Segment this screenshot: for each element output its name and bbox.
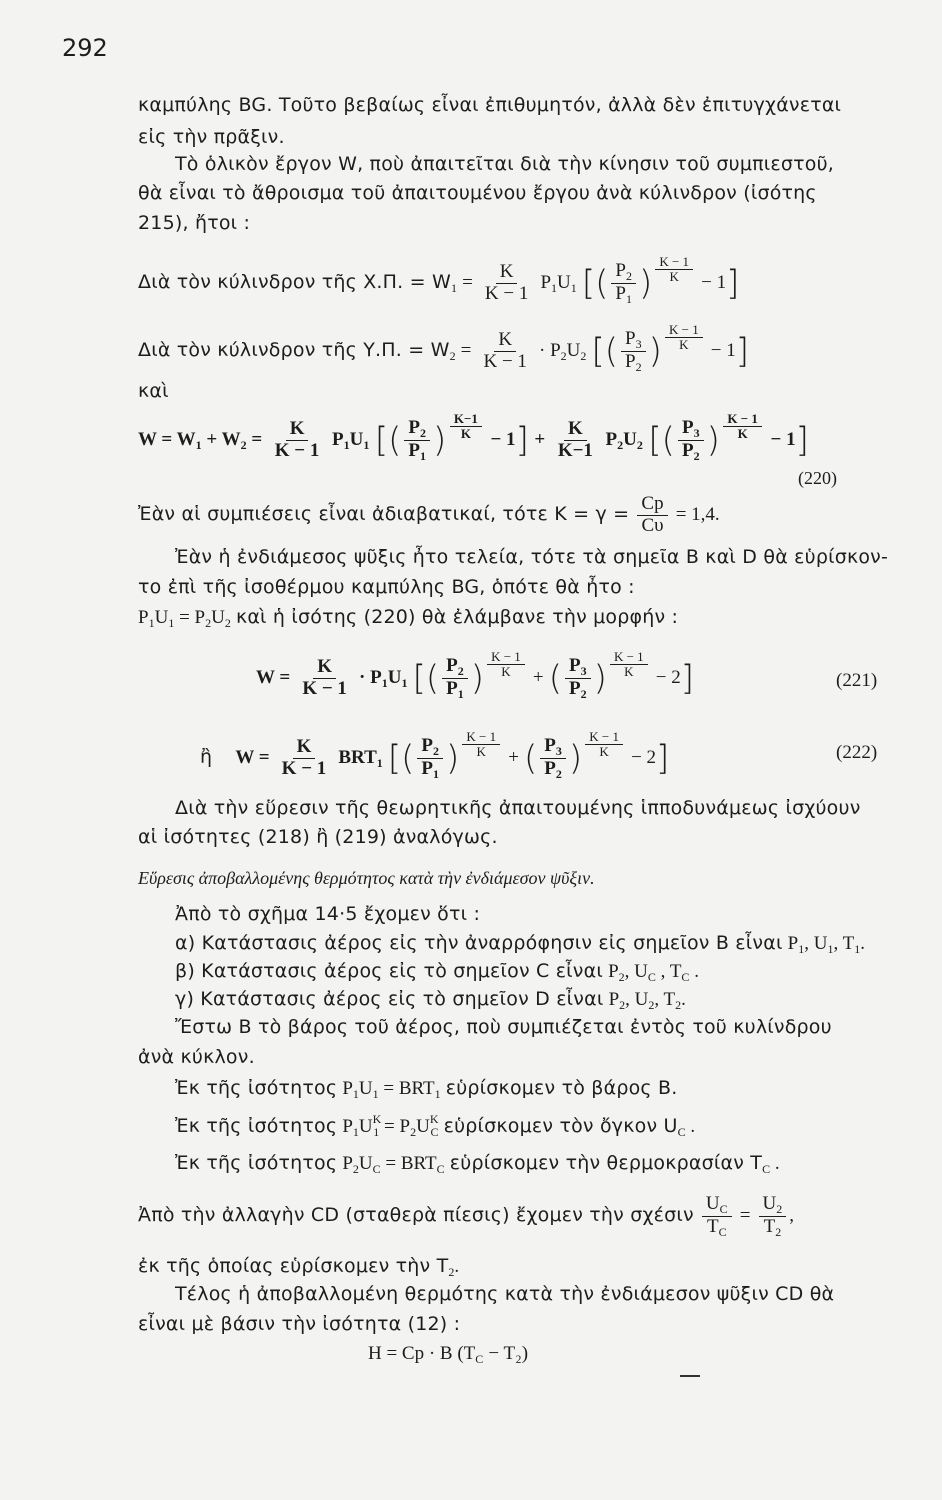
equation-222: ἢ W = $\frac{K}{K - 1}$ $BRT_1$ [( $\frac{P_2}{P_1}$ ) $\frac{K - 1}{K}$ + ( $\frac{P_3}{P_2}$ ) $\frac{K - 1}{K}$ − 2] [200,729,670,781]
text-line: ἐκ τῆς ὁποίας εὑρίσκομεν τὴν T [138,1255,449,1277]
equation-label: Διὰ τὸν κύλινδρον τῆς Υ.Π. = W [138,339,450,361]
text-line: Ἐκ τῆς ἰσότητος [175,1152,338,1174]
text-line: Ἀπὸ τὴν ἀλλαγὴν CD (σταθερὰ πίεσις) ἔχομεν τὴν σχέσιν [138,1204,694,1227]
page-number: 292 [62,34,108,62]
text-line: Ἔστω B τὸ βάρος τοῦ ἀέρος, ποὺ συμπιέζεται ἐντὸς τοῦ κυλίνδρου [175,1016,832,1038]
list-item: γ) Κατάστασις ἀέρος εἰς τὸ σημεῖον D εἶναι $P_2$, $U_2$, $T_2$. [175,988,686,1012]
cv-symbol: Cυ [641,514,664,536]
text-line: γ) Κατάστασις ἀέρος εἰς τὸ σημεῖον D εἶναι [175,988,604,1010]
text-line: Ἀπὸ τὴν ἀλλαγὴν CD (σταθερὰ πίεσις) ἔχομεν τὴν σχέσιν $\frac{U_C}{T_C}$ = $\frac{U_2}{T_2}$ , [138,1193,795,1240]
text-line: καὶ [138,380,169,402]
text-line: καὶ ἡ ἰσότης (220) θὰ ἐλάμβανε τὴν μορφήν : [235,606,679,628]
text-line: 215), ἤτοι : [138,212,251,234]
equation-221: W = $\frac{K}{K - 1}$ · $P_1U_1$ [( $\frac{P_2}{P_1}$ ) $\frac{K - 1}{K}$ + ( $\frac{P_3}{P_2}$ ) $\frac{K - 1}{K}$ − 2] [256,649,694,701]
text-line: ἢ [200,746,213,768]
text-line: θὰ εἶναι τὸ ἄθροισμα τοῦ ἀπαιτουμένου ἔργου ἀνὰ κύλινδρον (ἰσότης [138,182,817,204]
text-line: α) Κατάστασις ἀέρος εἰς τὴν ἀναρρόφησιν εἰς σημεῖον B εἶναι [175,932,783,954]
equation-number: (222) [836,742,878,763]
text-line: εὑρίσκομεν τὸν ὄγκον U [443,1115,678,1137]
text-line: Ἐὰν ἡ ἐνδιάμεσος ψῦξις ἦτο τελεία, τότε τὰ σημεῖα B καὶ D θὰ εὑρίσκον- [175,546,889,568]
text-line: Ἐκ τῆς ἰσότητος $P_2U_C = BRT_C$ εὑρίσκομεν τὴν θερμοκρασίαν $T_C$ . [175,1152,780,1176]
equation-label: Διὰ τὸν κύλινδρον τῆς Χ.Π. = W [138,271,451,293]
adiabatic-line [138,494,720,537]
final-equation: H = Cp · B $(T_C - T_2)$ [368,1343,529,1366]
text-line: ἐκ τῆς ὁποίας εὑρίσκομεν τὴν $T_2$. [138,1255,460,1279]
smudge-mark [680,1375,700,1377]
adiabatic-value: = 1,4. [675,503,720,525]
text-line: καμπύλης BG. Τοῦτο βεβαίως εἶναι ἐπιθυμητόν, ἀλλὰ δὲν ἐπιτυγχάνεται [138,94,842,116]
text-line: $P_1U_1 = P_2U_2$ καὶ ἡ ἰσότης (220) θὰ ἐλάμβανε τὴν μορφήν : [138,606,679,630]
text-line: Ἐκ τῆς ἰσότητος $P_1U_1 = BRT_1$ εὑρίσκομεν τὸ βάρος B. [175,1077,678,1101]
text-line: Τέλος ἡ ἀποβαλλομένη θερμότης κατὰ τὴν ἐνδιάμεσον ψῦξιν CD θὰ [175,1283,835,1305]
text-line: Ἐκ τῆς ἰσότητος [175,1115,338,1137]
equation-w1: Διὰ τὸν κύλινδρον τῆς Χ.Π. = $W_1$ = $\frac{K}{K - 1}$ $P_1U_1$ [( $\frac{P_2}{P_1}$ ) $\frac{K - 1}{K}$ − 1] [138,254,740,306]
text-line: εἶναι μὲ βάσιν τὴν ἰσότητα (12) : [138,1313,461,1335]
text-line: Ἐκ τῆς ἰσότητος [175,1077,338,1099]
cp-symbol: Cp [637,494,667,516]
text-line: Ἀπὸ τὸ σχῆμα 14·5 ἔχομεν ὅτι : [175,903,481,925]
text-line: εἰς τὴν πρᾶξιν. [138,126,285,148]
text-line: αἱ ἰσότητες (218) ἢ (219) ἀναλόγως. [138,826,498,848]
text-line: β) Κατάστασις ἀέρος εἰς τὸ σημεῖον C εἶναι [175,960,603,982]
text-line: Τὸ ὁλικὸν ἔργον W, ποὺ ἀπαιτεῖται διὰ τὴν κίνησιν τοῦ συμπιεστοῦ, [175,153,834,175]
equation-text: H = Cp · B (T [368,1343,476,1364]
section-heading: Εὕρεσις ἀποβαλλομένης θερμότητος κατὰ τὴν ἐνδιάμεσον ψῦξιν. [138,868,595,888]
list-item: α) Κατάστασις ἀέρος εἰς τὴν ἀναρρόφησιν εἰς σημεῖον B εἶναι $P_1$, $U_1$, $T_1$. [175,932,865,956]
text-line: εὑρίσκομεν τὸ βάρος B. [445,1077,678,1099]
equation-number: (220) [798,468,837,488]
equation-number: (221) [836,670,878,691]
equation-w2: Διὰ τὸν κύλινδρον τῆς Υ.Π. = $W_2$ = $\frac{K}{K - 1}$ · $P_2U_2$ [( $\frac{P_3}{P_2}$ ) $\frac{K - 1}{K}$ − 1] [138,322,750,374]
equation-text: − T₂) [488,1343,529,1364]
text-line: Διὰ τὴν εὕρεσιν τῆς θεωρητικῆς ἀπαιτουμένης ἱπποδυνάμεως ἰσχύουν [175,797,861,819]
text-line: Ἐκ τῆς ἰσότητος $P_1U^K_1 = P_2U^K_C$ εὑρίσκομεν τὸν ὄγκον $U_C$ . [175,1112,696,1139]
text-line: ἀνὰ κύκλον. [138,1046,255,1068]
text-line: Ἐὰν αἱ συμπιέσεις εἶναι ἀδιαβατικαί, τότε K = γ = [138,502,630,525]
text-line: το ἐπὶ τῆς ἰσοθέρμου καμπύλης BG, ὁπότε θὰ ἦτο : [138,576,635,598]
list-item: β) Κατάστασις ἀέρος εἰς τὸ σημεῖον C εἶναι $P_2$, $U_C$ , $T_C$ . [175,960,699,984]
equation-220: $W = W_1 + W_2$ = $\frac{K}{K - 1}$ $P_1U_1$ [( $\frac{P_2}{P_1}$ ) $\frac{K-1}{K}$ − 1] + $\frac{K}{K-1}$ $P_2U_2$ [( $\frac{P_3}{P_2}$ ) $\frac{K - 1}{K}$ − 1] [138,411,809,463]
text-line: εὑρίσκομεν τὴν θερμοκρασίαν T [449,1152,763,1174]
